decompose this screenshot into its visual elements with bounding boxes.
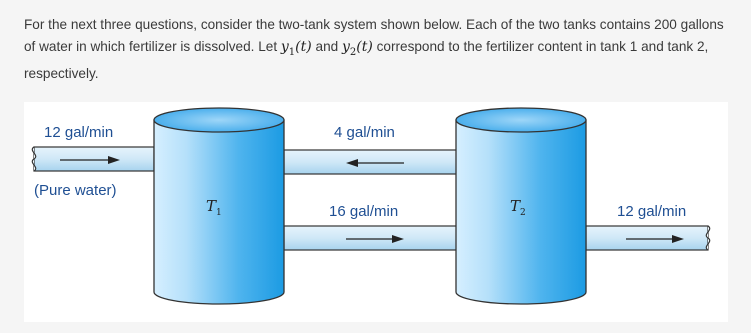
transfer-rate-label: 16 gal/min bbox=[329, 203, 399, 220]
inflow-rate-label: 12 gal/min bbox=[44, 124, 114, 141]
tank-2-label: $T_2$ bbox=[510, 197, 526, 218]
return-rate-label: 4 gal/min bbox=[334, 124, 395, 141]
two-tank-diagram bbox=[24, 102, 728, 322]
y1-symbol: $y_1(t)$ bbox=[280, 38, 312, 58]
inflow-note-label: (Pure water) bbox=[34, 182, 117, 199]
problem-text-part1: For the next three questions, consider the two-tank system shown below. Each of the two tanks contains 200 gallons of water in which fertilizer is dissolved. Let bbox=[24, 17, 724, 54]
outflow-rate-label: 12 gal/min bbox=[617, 203, 687, 220]
problem-statement bbox=[24, 14, 724, 84]
inflow-pipe bbox=[32, 147, 154, 171]
problem-text-and: and bbox=[311, 38, 342, 54]
problem-text-part2: correspond to the fertilizer content in tank 1 and tank 2, respectively. bbox=[24, 38, 709, 81]
y2-symbol: $y_2(t)$ bbox=[341, 38, 373, 58]
tank-1-label: $T_1$ bbox=[206, 197, 222, 218]
transfer-pipe bbox=[284, 226, 459, 250]
return-pipe bbox=[284, 150, 459, 174]
outflow-pipe bbox=[586, 226, 710, 250]
